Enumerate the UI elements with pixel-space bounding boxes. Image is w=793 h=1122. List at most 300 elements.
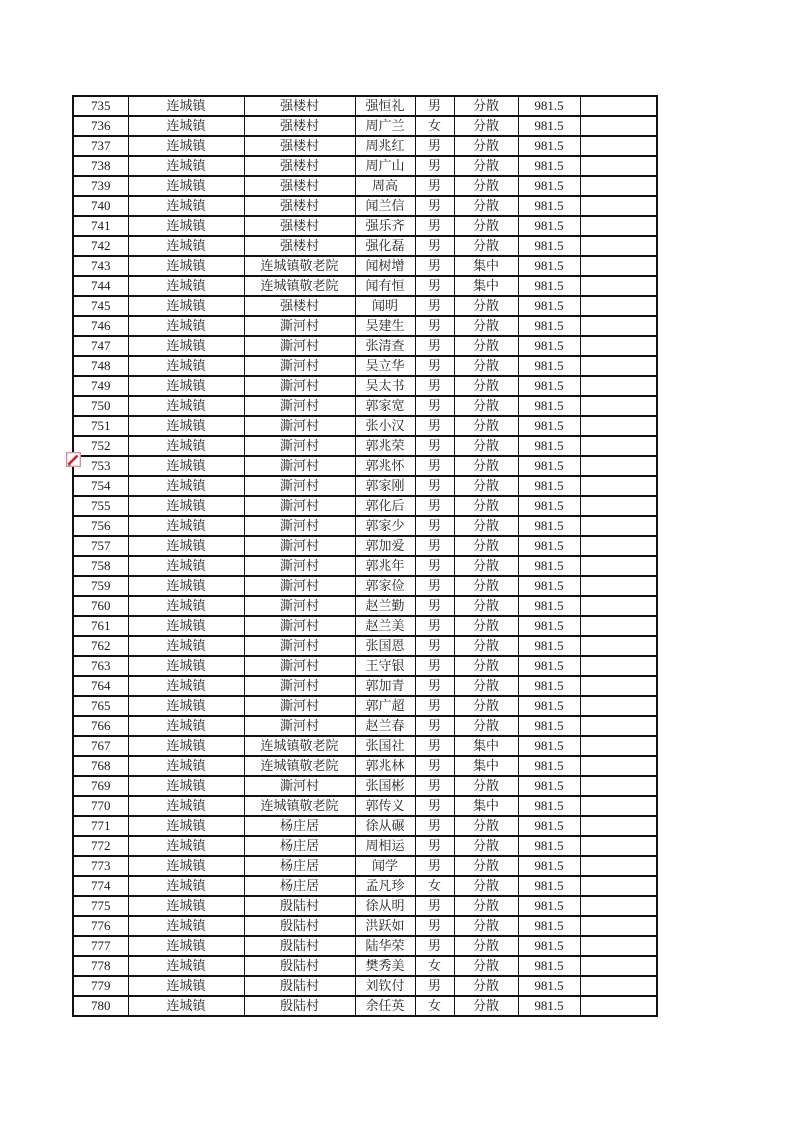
cell-gender: 女: [415, 116, 454, 136]
cell-gender: 男: [415, 256, 454, 276]
cell-serial-number: 748: [73, 356, 128, 376]
cell-village: 杨庄居: [244, 876, 355, 896]
cell-town: 连城镇: [128, 576, 244, 596]
cell-town: 连城镇: [128, 716, 244, 736]
cell-gender: 男: [415, 796, 454, 816]
cell-blank: [580, 416, 657, 436]
cell-amount: 981.5: [518, 816, 580, 836]
cell-village: 澌河村: [244, 556, 355, 576]
cell-serial-number: 768: [73, 756, 128, 776]
table-row: [73, 716, 657, 736]
cell-blank: [580, 856, 657, 876]
cell-amount: 981.5: [518, 976, 580, 996]
cell-blank: [580, 256, 657, 276]
cell-amount: 981.5: [518, 336, 580, 356]
cell-gender: 男: [415, 636, 454, 656]
cell-support-mode: 分散: [454, 136, 518, 156]
cell-serial-number: 743: [73, 256, 128, 276]
red-pencil-mark-icon: [66, 452, 81, 467]
cell-support-mode: 分散: [454, 636, 518, 656]
cell-person-name: 郭家宽: [355, 396, 415, 416]
cell-amount: 981.5: [518, 96, 580, 116]
cell-support-mode: 分散: [454, 436, 518, 456]
cell-support-mode: 分散: [454, 496, 518, 516]
cell-support-mode: 集中: [454, 756, 518, 776]
cell-town: 连城镇: [128, 936, 244, 956]
table-row: [73, 836, 657, 856]
cell-support-mode: 分散: [454, 616, 518, 636]
cell-gender: 男: [415, 896, 454, 916]
cell-village: 澌河村: [244, 336, 355, 356]
cell-gender: 男: [415, 476, 454, 496]
table-row: [73, 696, 657, 716]
cell-amount: 981.5: [518, 516, 580, 536]
table-row: [73, 816, 657, 836]
cell-town: 连城镇: [128, 156, 244, 176]
cell-village: 强楼村: [244, 136, 355, 156]
cell-gender: 男: [415, 396, 454, 416]
cell-blank: [580, 816, 657, 836]
cell-person-name: 刘钦付: [355, 976, 415, 996]
cell-town: 连城镇: [128, 736, 244, 756]
cell-person-name: 周高: [355, 176, 415, 196]
cell-blank: [580, 876, 657, 896]
cell-person-name: 徐从碾: [355, 816, 415, 836]
cell-blank: [580, 436, 657, 456]
cell-blank: [580, 496, 657, 516]
cell-blank: [580, 356, 657, 376]
cell-amount: 981.5: [518, 956, 580, 976]
cell-town: 连城镇: [128, 536, 244, 556]
cell-person-name: 周广山: [355, 156, 415, 176]
cell-town: 连城镇: [128, 776, 244, 796]
table-row: [73, 996, 657, 1016]
cell-support-mode: 分散: [454, 776, 518, 796]
cell-gender: 男: [415, 916, 454, 936]
cell-support-mode: 分散: [454, 396, 518, 416]
table-row: [73, 876, 657, 896]
cell-serial-number: 747: [73, 336, 128, 356]
cell-gender: 男: [415, 536, 454, 556]
cell-person-name: 洪跃如: [355, 916, 415, 936]
cell-blank: [580, 656, 657, 676]
cell-gender: 男: [415, 296, 454, 316]
cell-gender: 男: [415, 276, 454, 296]
cell-person-name: 闻学: [355, 856, 415, 876]
cell-village: 澌河村: [244, 616, 355, 636]
cell-person-name: 周相运: [355, 836, 415, 856]
cell-support-mode: 分散: [454, 716, 518, 736]
cell-gender: 女: [415, 956, 454, 976]
table-row: [73, 776, 657, 796]
cell-town: 连城镇: [128, 216, 244, 236]
cell-serial-number: 771: [73, 816, 128, 836]
table-row: [73, 676, 657, 696]
cell-serial-number: 742: [73, 236, 128, 256]
cell-gender: 男: [415, 216, 454, 236]
cell-village: 强楼村: [244, 96, 355, 116]
cell-village: 澌河村: [244, 396, 355, 416]
cell-town: 连城镇: [128, 516, 244, 536]
table-row: [73, 96, 657, 116]
cell-blank: [580, 216, 657, 236]
cell-support-mode: 分散: [454, 856, 518, 876]
table-row: [73, 316, 657, 336]
cell-village: 澌河村: [244, 576, 355, 596]
cell-village: 澌河村: [244, 776, 355, 796]
table-body: [73, 96, 657, 1016]
cell-gender: 女: [415, 996, 454, 1016]
cell-village: 强楼村: [244, 296, 355, 316]
cell-village: 澌河村: [244, 456, 355, 476]
cell-amount: 981.5: [518, 916, 580, 936]
cell-blank: [580, 636, 657, 656]
cell-support-mode: 分散: [454, 576, 518, 596]
cell-serial-number: 767: [73, 736, 128, 756]
cell-person-name: 强化磊: [355, 236, 415, 256]
cell-person-name: 周兆红: [355, 136, 415, 156]
cell-blank: [580, 376, 657, 396]
cell-person-name: 郭家少: [355, 516, 415, 536]
cell-town: 连城镇: [128, 196, 244, 216]
cell-town: 连城镇: [128, 396, 244, 416]
cell-support-mode: 分散: [454, 236, 518, 256]
cell-amount: 981.5: [518, 556, 580, 576]
cell-blank: [580, 936, 657, 956]
cell-person-name: 王守银: [355, 656, 415, 676]
table-row: [73, 736, 657, 756]
cell-person-name: 郭家刚: [355, 476, 415, 496]
cell-person-name: 孟凡珍: [355, 876, 415, 896]
cell-support-mode: 分散: [454, 816, 518, 836]
cell-gender: 男: [415, 936, 454, 956]
cell-amount: 981.5: [518, 376, 580, 396]
cell-support-mode: 分散: [454, 296, 518, 316]
cell-person-name: 吴建生: [355, 316, 415, 336]
table-row: [73, 136, 657, 156]
cell-gender: 男: [415, 96, 454, 116]
cell-village: 殷陆村: [244, 976, 355, 996]
cell-village: 连城镇敬老院: [244, 736, 355, 756]
cell-person-name: 赵兰勤: [355, 596, 415, 616]
cell-amount: 981.5: [518, 236, 580, 256]
table-row: [73, 376, 657, 396]
cell-town: 连城镇: [128, 696, 244, 716]
cell-blank: [580, 996, 657, 1016]
cell-village: 澌河村: [244, 316, 355, 336]
cell-town: 连城镇: [128, 416, 244, 436]
table-row: [73, 116, 657, 136]
cell-amount: 981.5: [518, 436, 580, 456]
cell-serial-number: 778: [73, 956, 128, 976]
cell-town: 连城镇: [128, 336, 244, 356]
cell-town: 连城镇: [128, 456, 244, 476]
cell-amount: 981.5: [518, 356, 580, 376]
cell-serial-number: 769: [73, 776, 128, 796]
cell-village: 强楼村: [244, 196, 355, 216]
cell-blank: [580, 716, 657, 736]
table-row: [73, 456, 657, 476]
cell-village: 杨庄居: [244, 836, 355, 856]
cell-gender: 男: [415, 596, 454, 616]
cell-blank: [580, 176, 657, 196]
table-row: [73, 416, 657, 436]
cell-support-mode: 分散: [454, 676, 518, 696]
cell-amount: 981.5: [518, 196, 580, 216]
cell-blank: [580, 196, 657, 216]
cell-amount: 981.5: [518, 216, 580, 236]
cell-blank: [580, 776, 657, 796]
cell-village: 澌河村: [244, 716, 355, 736]
cell-amount: 981.5: [518, 476, 580, 496]
cell-support-mode: 分散: [454, 896, 518, 916]
cell-gender: 男: [415, 136, 454, 156]
cell-serial-number: 756: [73, 516, 128, 536]
cell-serial-number: 772: [73, 836, 128, 856]
cell-village: 殷陆村: [244, 956, 355, 976]
cell-town: 连城镇: [128, 136, 244, 156]
cell-town: 连城镇: [128, 596, 244, 616]
table-row: [73, 756, 657, 776]
table-row: [73, 656, 657, 676]
cell-support-mode: 分散: [454, 176, 518, 196]
cell-town: 连城镇: [128, 876, 244, 896]
cell-amount: 981.5: [518, 396, 580, 416]
cell-person-name: 张国彬: [355, 776, 415, 796]
cell-blank: [580, 916, 657, 936]
cell-amount: 981.5: [518, 776, 580, 796]
table-row: [73, 616, 657, 636]
cell-amount: 981.5: [518, 596, 580, 616]
cell-gender: 男: [415, 836, 454, 856]
cell-town: 连城镇: [128, 816, 244, 836]
table-row: [73, 496, 657, 516]
cell-support-mode: 分散: [454, 996, 518, 1016]
cell-support-mode: 集中: [454, 256, 518, 276]
table-row: [73, 936, 657, 956]
cell-person-name: 吴立华: [355, 356, 415, 376]
cell-serial-number: 760: [73, 596, 128, 616]
cell-gender: 男: [415, 316, 454, 336]
cell-gender: 女: [415, 876, 454, 896]
cell-serial-number: 777: [73, 936, 128, 956]
cell-gender: 男: [415, 436, 454, 456]
cell-blank: [580, 336, 657, 356]
cell-serial-number: 775: [73, 896, 128, 916]
cell-person-name: 赵兰美: [355, 616, 415, 636]
cell-serial-number: 737: [73, 136, 128, 156]
cell-support-mode: 分散: [454, 516, 518, 536]
cell-serial-number: 761: [73, 616, 128, 636]
cell-gender: 男: [415, 736, 454, 756]
cell-person-name: 郭家俭: [355, 576, 415, 596]
cell-person-name: 闻兰信: [355, 196, 415, 216]
cell-town: 连城镇: [128, 236, 244, 256]
cell-town: 连城镇: [128, 676, 244, 696]
cell-support-mode: 集中: [454, 276, 518, 296]
table-row: [73, 576, 657, 596]
cell-amount: 981.5: [518, 796, 580, 816]
cell-serial-number: 755: [73, 496, 128, 516]
cell-town: 连城镇: [128, 496, 244, 516]
cell-serial-number: 739: [73, 176, 128, 196]
table-row: [73, 956, 657, 976]
cell-village: 澌河村: [244, 656, 355, 676]
cell-serial-number: 754: [73, 476, 128, 496]
cell-serial-number: 753: [73, 456, 128, 476]
cell-village: 殷陆村: [244, 916, 355, 936]
cell-village: 澌河村: [244, 376, 355, 396]
cell-village: 澌河村: [244, 516, 355, 536]
cell-blank: [580, 236, 657, 256]
cell-person-name: 郭兆年: [355, 556, 415, 576]
cell-support-mode: 分散: [454, 456, 518, 476]
cell-support-mode: 分散: [454, 116, 518, 136]
cell-town: 连城镇: [128, 436, 244, 456]
cell-serial-number: 770: [73, 796, 128, 816]
cell-town: 连城镇: [128, 256, 244, 276]
cell-serial-number: 776: [73, 916, 128, 936]
cell-serial-number: 762: [73, 636, 128, 656]
table-row: [73, 476, 657, 496]
cell-person-name: 闻有恒: [355, 276, 415, 296]
cell-serial-number: 745: [73, 296, 128, 316]
cell-gender: 男: [415, 976, 454, 996]
cell-serial-number: 749: [73, 376, 128, 396]
cell-person-name: 赵兰春: [355, 716, 415, 736]
table-row: [73, 256, 657, 276]
cell-person-name: 闻树增: [355, 256, 415, 276]
cell-gender: 男: [415, 516, 454, 536]
cell-amount: 981.5: [518, 936, 580, 956]
cell-gender: 男: [415, 336, 454, 356]
cell-blank: [580, 456, 657, 476]
cell-person-name: 张国社: [355, 736, 415, 756]
table-row: [73, 556, 657, 576]
cell-blank: [580, 836, 657, 856]
cell-support-mode: 分散: [454, 916, 518, 936]
cell-gender: 男: [415, 856, 454, 876]
cell-amount: 981.5: [518, 656, 580, 676]
cell-person-name: 郭化后: [355, 496, 415, 516]
table-row: [73, 356, 657, 376]
cell-amount: 981.5: [518, 416, 580, 436]
cell-village: 强楼村: [244, 156, 355, 176]
cell-serial-number: 751: [73, 416, 128, 436]
cell-serial-number: 735: [73, 96, 128, 116]
cell-town: 连城镇: [128, 96, 244, 116]
cell-serial-number: 757: [73, 536, 128, 556]
cell-person-name: 余任英: [355, 996, 415, 1016]
cell-village: 殷陆村: [244, 936, 355, 956]
cell-blank: [580, 736, 657, 756]
cell-blank: [580, 956, 657, 976]
cell-blank: [580, 576, 657, 596]
cell-person-name: 张清查: [355, 336, 415, 356]
cell-gender: 男: [415, 696, 454, 716]
table-row: [73, 916, 657, 936]
cell-support-mode: 分散: [454, 956, 518, 976]
cell-village: 澌河村: [244, 476, 355, 496]
cell-village: 澌河村: [244, 436, 355, 456]
cell-gender: 男: [415, 676, 454, 696]
cell-support-mode: 分散: [454, 336, 518, 356]
cell-support-mode: 分散: [454, 96, 518, 116]
cell-town: 连城镇: [128, 316, 244, 336]
cell-serial-number: 750: [73, 396, 128, 416]
cell-support-mode: 分散: [454, 356, 518, 376]
cell-amount: 981.5: [518, 316, 580, 336]
cell-amount: 981.5: [518, 576, 580, 596]
cell-town: 连城镇: [128, 616, 244, 636]
cell-serial-number: 740: [73, 196, 128, 216]
cell-serial-number: 780: [73, 996, 128, 1016]
cell-village: 连城镇敬老院: [244, 796, 355, 816]
cell-gender: 男: [415, 416, 454, 436]
cell-town: 连城镇: [128, 176, 244, 196]
cell-person-name: 张小汉: [355, 416, 415, 436]
cell-village: 强楼村: [244, 176, 355, 196]
cell-town: 连城镇: [128, 756, 244, 776]
cell-amount: 981.5: [518, 856, 580, 876]
cell-blank: [580, 136, 657, 156]
cell-blank: [580, 896, 657, 916]
cell-amount: 981.5: [518, 756, 580, 776]
beneficiary-roster-table: [72, 95, 658, 1017]
cell-support-mode: 分散: [454, 416, 518, 436]
cell-person-name: 周广兰: [355, 116, 415, 136]
cell-amount: 981.5: [518, 176, 580, 196]
cell-serial-number: 752: [73, 436, 128, 456]
cell-village: 强楼村: [244, 236, 355, 256]
cell-village: 澌河村: [244, 676, 355, 696]
cell-support-mode: 分散: [454, 316, 518, 336]
cell-amount: 981.5: [518, 116, 580, 136]
cell-village: 杨庄居: [244, 856, 355, 876]
cell-support-mode: 分散: [454, 556, 518, 576]
cell-person-name: 樊秀美: [355, 956, 415, 976]
cell-serial-number: 744: [73, 276, 128, 296]
table-row: [73, 796, 657, 816]
cell-gender: 男: [415, 816, 454, 836]
cell-serial-number: 736: [73, 116, 128, 136]
cell-amount: 981.5: [518, 136, 580, 156]
table-row: [73, 436, 657, 456]
table-row: [73, 856, 657, 876]
cell-person-name: 郭加爱: [355, 536, 415, 556]
cell-blank: [580, 516, 657, 536]
table-row: [73, 236, 657, 256]
table-row: [73, 896, 657, 916]
cell-village: 澌河村: [244, 636, 355, 656]
table-row: [73, 396, 657, 416]
cell-gender: 男: [415, 556, 454, 576]
cell-person-name: 郭广超: [355, 696, 415, 716]
cell-blank: [580, 616, 657, 636]
cell-town: 连城镇: [128, 916, 244, 936]
table-row: [73, 296, 657, 316]
cell-gender: 男: [415, 756, 454, 776]
cell-amount: 981.5: [518, 156, 580, 176]
cell-support-mode: 分散: [454, 196, 518, 216]
cell-village: 连城镇敬老院: [244, 256, 355, 276]
cell-village: 澌河村: [244, 496, 355, 516]
cell-town: 连城镇: [128, 296, 244, 316]
cell-village: 强楼村: [244, 116, 355, 136]
cell-serial-number: 746: [73, 316, 128, 336]
cell-blank: [580, 316, 657, 336]
cell-blank: [580, 756, 657, 776]
